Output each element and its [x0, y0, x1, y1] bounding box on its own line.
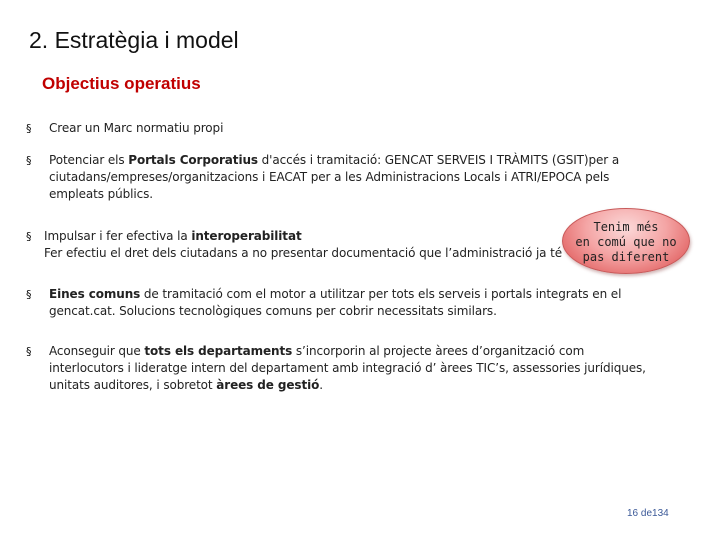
- callout-bubble: [562, 208, 690, 274]
- text-line: [49, 303, 704, 320]
- text-line: [49, 120, 704, 137]
- bold-run: interoperabilitat: [191, 229, 302, 243]
- text-run: de tramitació com el motor a utilitzar per tots els serveis i portals integrats en el: [140, 287, 622, 301]
- page-number: 16 de134: [627, 508, 669, 519]
- bullet-marker: §: [26, 288, 32, 301]
- text-run: Aconseguir que: [49, 344, 145, 358]
- text-run: .: [319, 378, 323, 392]
- text-run: Crear un Marc normatiu propi: [49, 121, 224, 135]
- callout-line: en comú que no: [575, 235, 677, 249]
- text-run: interlocutors i lideratge intern del departament amb integració d’ àrees TIC’s, assessories jurídiques,: [49, 361, 646, 375]
- text-run: Fer efectiu el dret dels ciutadans a no presentar documentació que l’administració ja té: [44, 246, 563, 260]
- text-run: s’incorporin al projecte àrees d’organització com: [292, 344, 585, 358]
- section-subtitle: Objectius operatius: [42, 74, 201, 93]
- text-run: Impulsar i fer efectiva la: [44, 229, 192, 243]
- text-line: [49, 286, 704, 303]
- text-line: [49, 377, 704, 394]
- bullet-marker: §: [26, 154, 32, 167]
- text-run: ciutadans/empreses/organitzacions i EACAT per a les Administracions Locals i ATRI/EPOCA pels: [49, 170, 610, 184]
- callout-line: pas diferent: [582, 250, 670, 264]
- bullet-text: [49, 120, 704, 137]
- text-run: gencat.cat. Solucions tecnològiques comuns per cobrir necessitats similars.: [49, 304, 497, 318]
- text-line: [49, 343, 704, 360]
- bold-run: Portals Corporatius: [128, 153, 258, 167]
- bullet-marker: §: [26, 122, 32, 135]
- bullet-text: [49, 152, 704, 203]
- bold-run: àrees de gestió: [216, 378, 320, 392]
- text-line: [49, 186, 704, 203]
- bullet-text: [49, 343, 704, 394]
- bullet-text: [49, 286, 704, 320]
- text-run: unitats auditores, i sobretot: [49, 378, 217, 392]
- slide-title: 2. Estratègia i model: [29, 27, 239, 53]
- bullet-marker: §: [26, 345, 32, 358]
- text-run: empleats públics.: [49, 187, 154, 201]
- text-run: d'accés i tramitació: GENCAT SERVEIS I TRÀMITS (GSIT)per a: [257, 153, 620, 167]
- bold-run: Eines comuns: [49, 287, 141, 301]
- text-line: [49, 152, 704, 169]
- text-line: [49, 169, 704, 186]
- text-run: Potenciar els: [49, 153, 129, 167]
- text-line: [49, 360, 704, 377]
- bold-run: tots els departaments: [144, 344, 293, 358]
- bullet-marker: §: [26, 230, 32, 243]
- callout-line: Tenim més: [593, 220, 659, 234]
